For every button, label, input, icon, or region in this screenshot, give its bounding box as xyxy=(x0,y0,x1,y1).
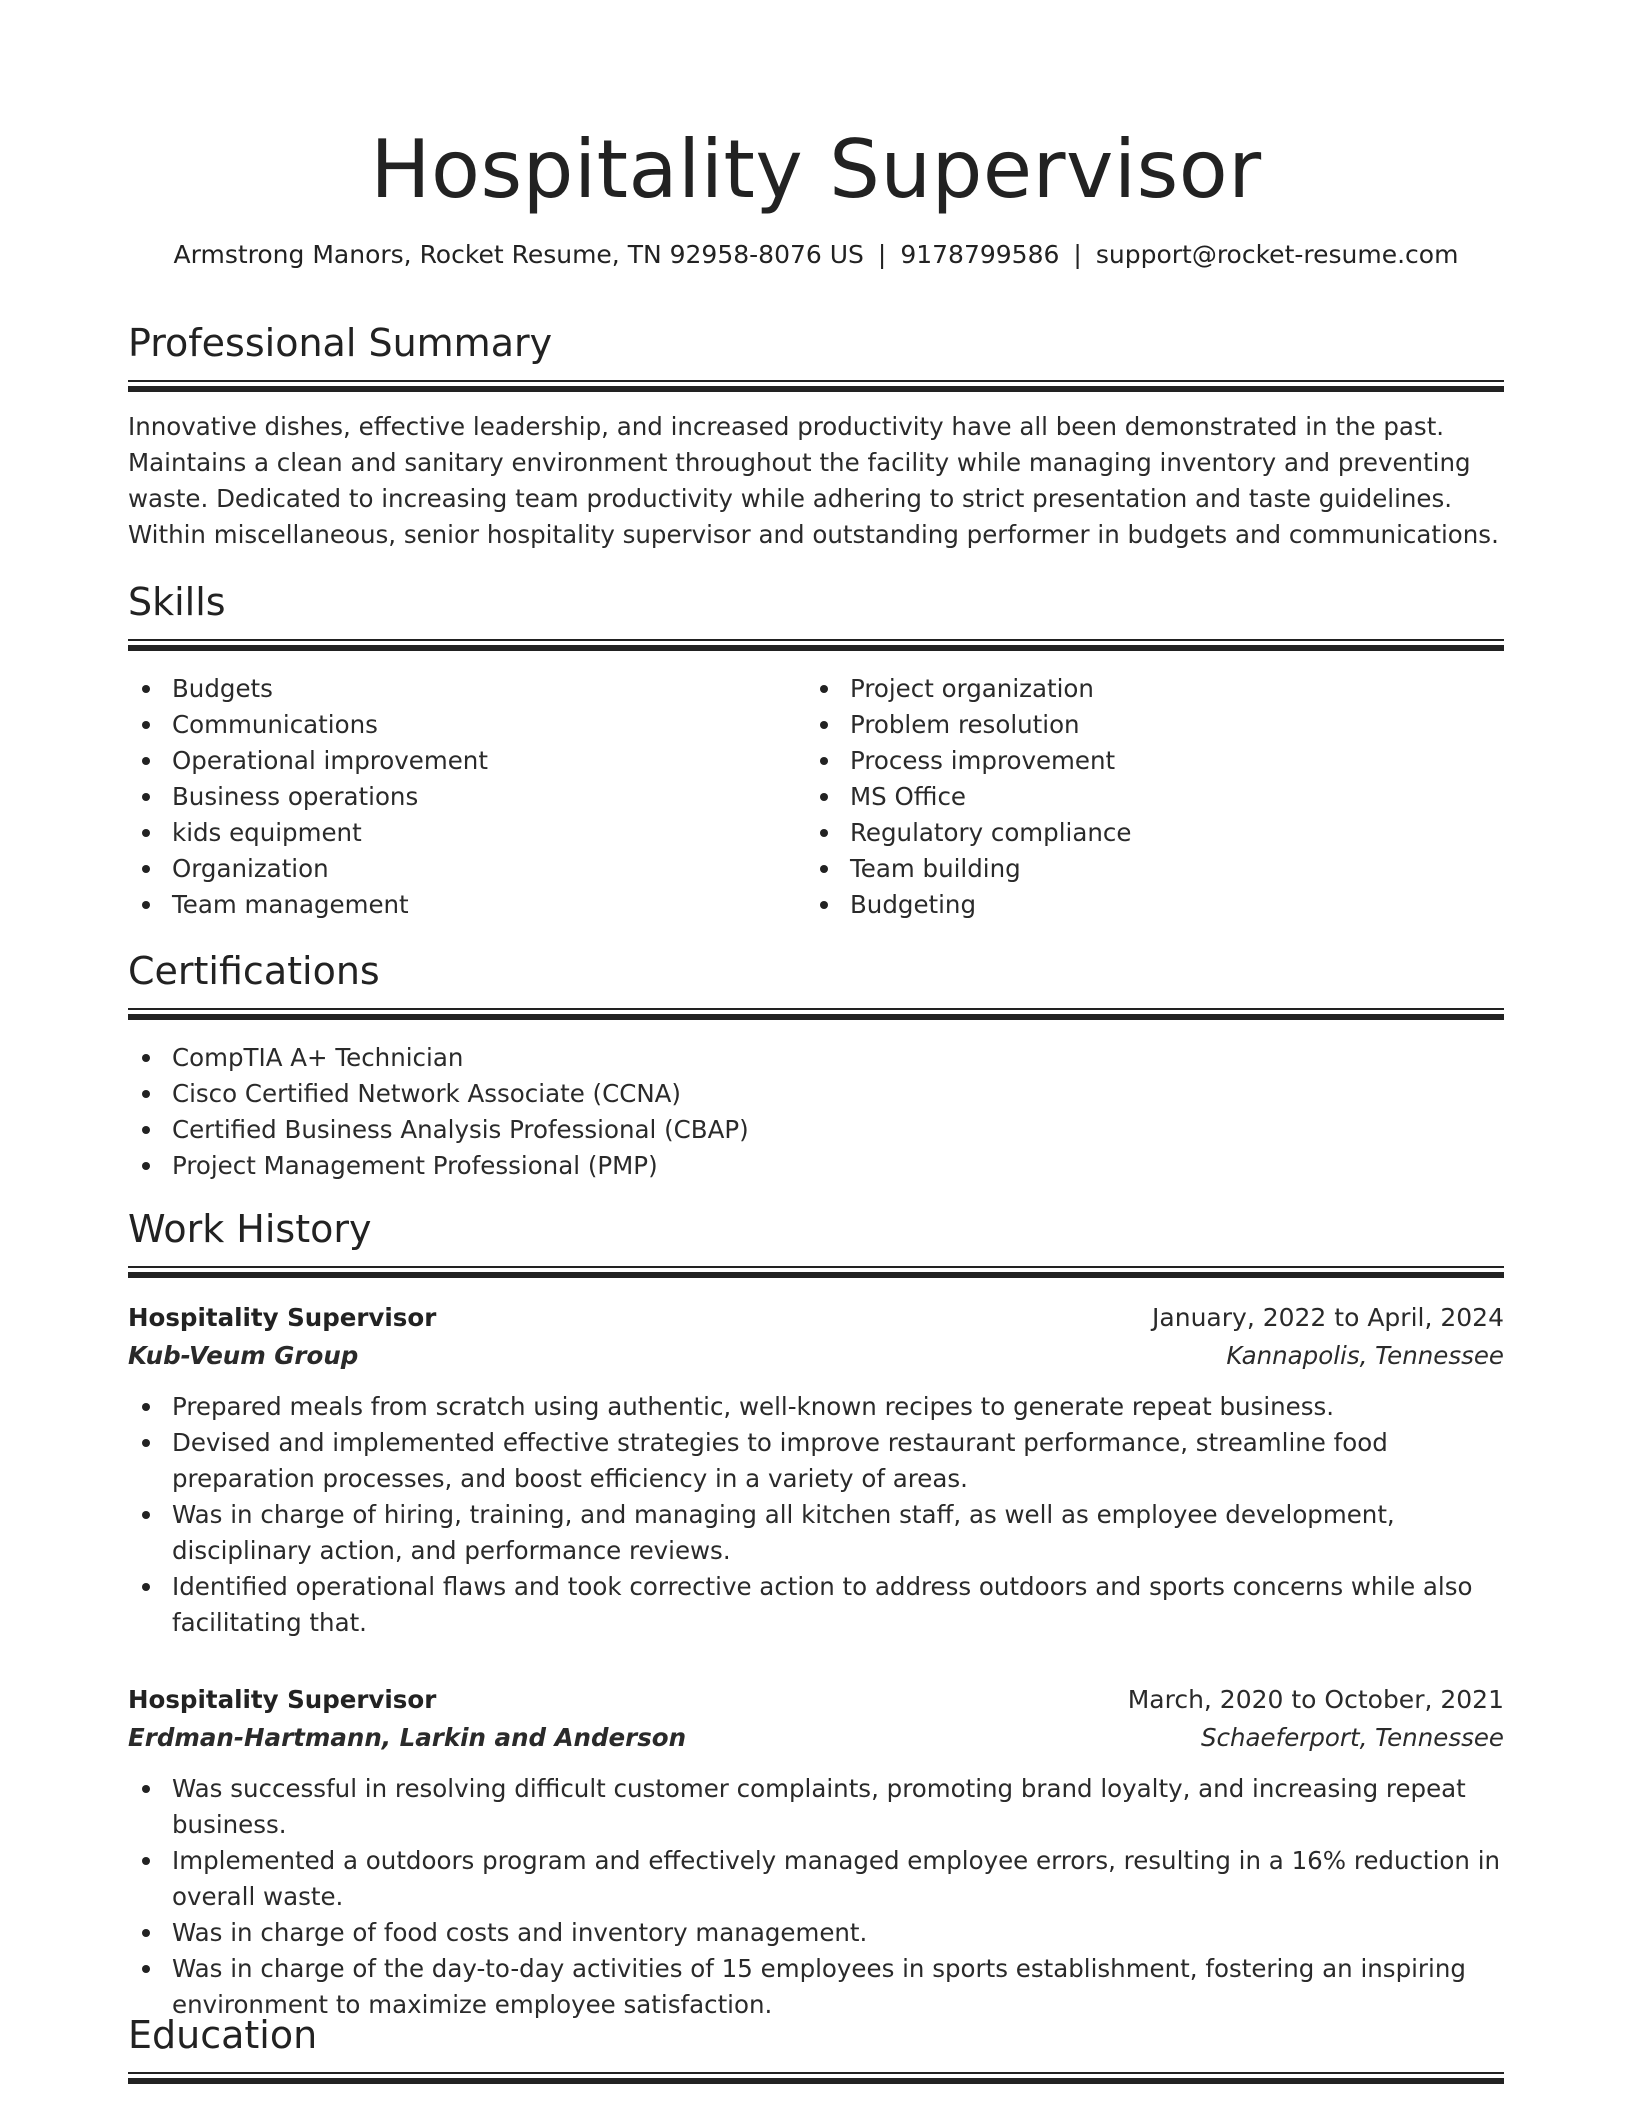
section-title-certifications: Certifications xyxy=(128,949,380,993)
skill-item: Budgeting xyxy=(850,887,1484,923)
job-bullets xyxy=(128,1771,1504,2023)
skill-item: Process improvement xyxy=(850,743,1484,779)
contact-address: Armstrong Manors, Rocket Resume, TN 92958-8076 US xyxy=(173,240,864,269)
skills-grid xyxy=(128,671,1504,923)
job-bullets xyxy=(128,1389,1504,1641)
section-title-skills: Skills xyxy=(128,580,226,624)
certification-item: Certified Business Analysis Professional (CBAP) xyxy=(172,1112,1504,1148)
job-company: Kub-Veum Group xyxy=(128,1341,359,1370)
job-bullet: Devised and implemented effective strategies to improve restaurant performance, streamline food preparation processes, and boost efficiency in a variety of areas. xyxy=(172,1425,1504,1497)
resume-name: Hospitality Supervisor xyxy=(370,123,1262,216)
section-certifications xyxy=(128,946,1504,1184)
contact-email: support@rocket-resume.com xyxy=(1095,240,1459,269)
skill-item: kids equipment xyxy=(172,815,806,851)
contact-separator: | xyxy=(877,240,887,269)
contact-line xyxy=(128,238,1504,272)
section-work-history xyxy=(128,1204,1504,2023)
certification-item: Project Management Professional (PMP) xyxy=(172,1148,1504,1184)
job-location: Kannapolis, Tennessee xyxy=(1226,1341,1504,1370)
certification-item: CompTIA A+ Technician xyxy=(172,1040,1504,1076)
job-title: Hospitality Supervisor xyxy=(128,1303,437,1332)
skills-column-right xyxy=(806,671,1484,923)
job-header-row xyxy=(128,1681,1504,1719)
skill-item: Project organization xyxy=(850,671,1484,707)
job-location: Schaeferport, Tennessee xyxy=(1200,1723,1504,1752)
skill-item: Team building xyxy=(850,851,1484,887)
resume-page xyxy=(128,0,1504,2057)
section-title-education: Education xyxy=(128,2013,318,2057)
section-divider xyxy=(128,639,1504,654)
contact-separator: | xyxy=(1073,240,1082,269)
section-divider xyxy=(128,380,1504,395)
job-bullet: Was in charge of food costs and inventory management. xyxy=(172,1915,1504,1951)
contact-phone: 9178799586 xyxy=(900,240,1060,269)
section-title-work-history: Work History xyxy=(128,1207,372,1251)
section-divider xyxy=(128,2072,1504,2087)
job-header-row xyxy=(128,1299,1504,1337)
job-company: Erdman-Hartmann, Larkin and Anderson xyxy=(128,1723,687,1752)
section-education xyxy=(128,2010,1504,2087)
job-entry xyxy=(128,1681,1504,2023)
job-bullet: Prepared meals from scratch using authentic, well-known recipes to generate repeat business. xyxy=(172,1389,1504,1425)
skills-column-left xyxy=(128,671,806,923)
section-summary xyxy=(128,318,1504,553)
job-bullet: Was successful in resolving difficult customer complaints, promoting brand loyalty, and increasing repeat business. xyxy=(172,1771,1504,1843)
job-dates: January, 2022 to April, 2024 xyxy=(1152,1303,1504,1332)
job-entry xyxy=(128,1299,1504,1641)
job-title: Hospitality Supervisor xyxy=(128,1685,437,1714)
skill-item: Business operations xyxy=(172,779,806,815)
skill-item: MS Office xyxy=(850,779,1484,815)
job-bullet: Was in charge of the day-to-day activities of 15 employees in sports establishment, fostering an inspiring environment to maximize employee satisfaction. xyxy=(172,1951,1504,2023)
skill-item: Team management xyxy=(172,887,806,923)
skill-item: Operational improvement xyxy=(172,743,806,779)
section-divider xyxy=(128,1266,1504,1281)
section-skills xyxy=(128,577,1504,923)
section-title-summary: Professional Summary xyxy=(128,321,553,365)
section-divider xyxy=(128,1008,1504,1023)
skills-list-left xyxy=(128,671,806,923)
skills-list-right xyxy=(806,671,1484,923)
job-company-row xyxy=(128,1719,1504,1757)
job-dates: March, 2020 to October, 2021 xyxy=(1127,1685,1504,1714)
summary-text: Innovative dishes, effective leadership, and increased productivity have all been demonstrated in the past. Maintains a clean and sanitary environment throughout the facility while managing inventory and preventing waste. Dedicated to increasing team productivity while adhering to strict presentation and taste guidelines. Within miscellaneous, senior hospitality supervisor and outstanding performer in budgets and communications. xyxy=(128,412,1499,549)
skill-item: Communications xyxy=(172,707,806,743)
certification-item: Cisco Certified Network Associate (CCNA) xyxy=(172,1076,1504,1112)
job-bullet: Implemented a outdoors program and effectively managed employee errors, resulting in a 16% reduction in overall waste. xyxy=(172,1843,1504,1915)
skill-item: Regulatory compliance xyxy=(850,815,1484,851)
skill-item: Problem resolution xyxy=(850,707,1484,743)
skill-item: Budgets xyxy=(172,671,806,707)
job-bullet: Identified operational flaws and took corrective action to address outdoors and sports concerns while also facilitating that. xyxy=(172,1569,1504,1641)
skill-item: Organization xyxy=(172,851,806,887)
job-bullet: Was in charge of hiring, training, and managing all kitchen staff, as well as employee development, disciplinary action, and performance reviews. xyxy=(172,1497,1504,1569)
job-company-row xyxy=(128,1337,1504,1375)
certifications-list xyxy=(128,1040,1504,1184)
